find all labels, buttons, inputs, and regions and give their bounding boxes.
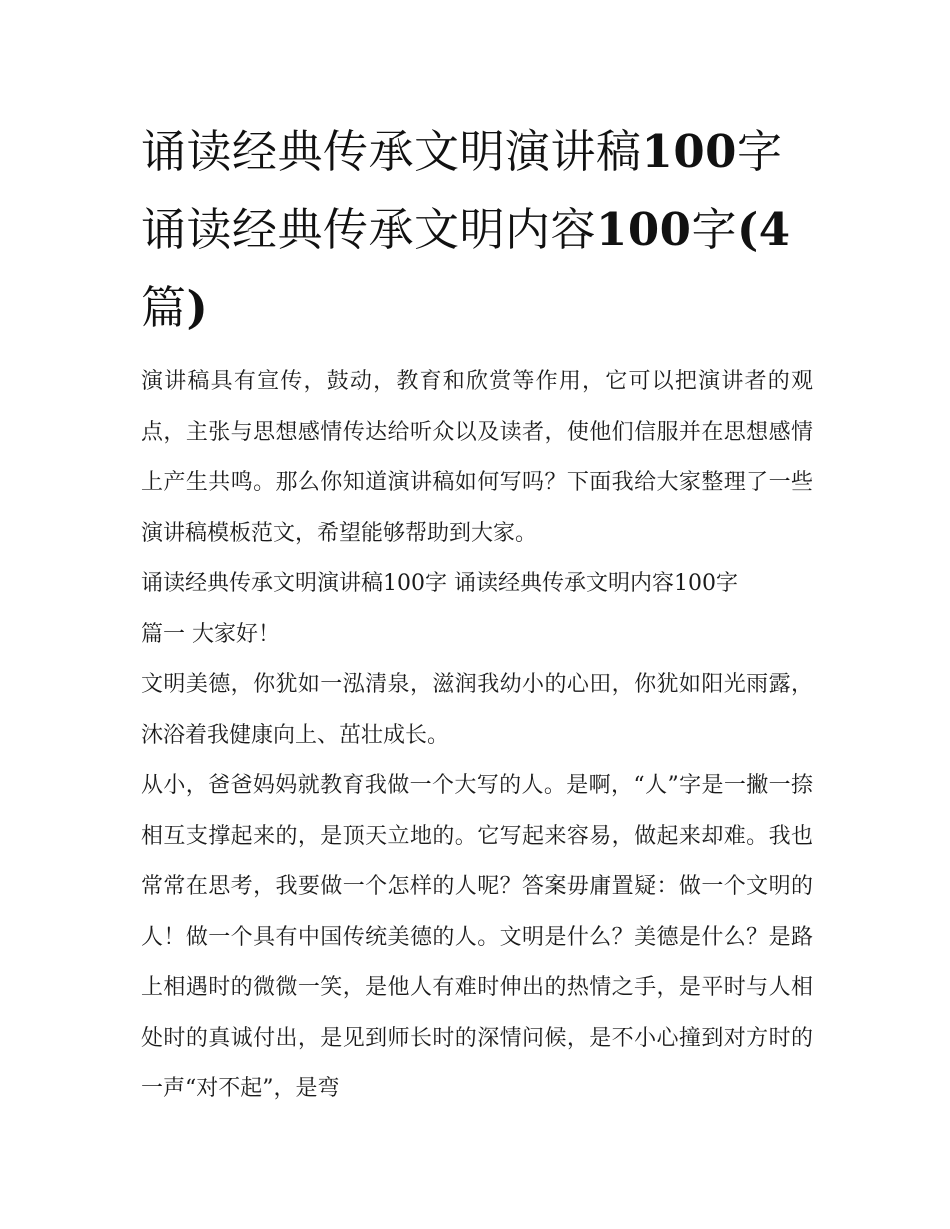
intro-paragraph: 演讲稿具有宣传，鼓动，教育和欣赏等作用，它可以把演讲者的观点，主张与思想感情传达给听众以及读者，使他们信服并在思想感情上产生共鸣。那么你知道演讲稿如何写吗？下面我给大家整理了一些演讲稿模板范文，希望能够帮助到大家。 [141,369,813,546]
section-heading: 诵读经典传承文明演讲稿100字 诵读经典传承文明内容100字 [141,571,738,596]
body-paragraph: 文明美德，你犹如一泓清泉，滋润我幼小的心田，你犹如阳光雨露，沐浴着我健康向上、茁壮成长。 [141,672,813,748]
document-body [141,357,813,1115]
body-paragraph: 从小，爸爸妈妈就教育我做一个大写的人。是啊，“人”字是一撇一捺相互支撑起来的，是顶天立地的。它写起来容易，做起来却难。我也常常在思考，我要做一个怎样的人呢？答案毋庸置疑：做一个文明的人！做一个具有中国传统美德的人。文明是什么？美德是什么？是路上相遇时的微微一笑，是他人有难时伸出的热情之手，是平时与人相处时的真诚付出，是见到师长时的深情问候，是不小心撞到对方时的一声“对不起”，是弯 [141,773,813,1101]
document-title: 诵读经典传承文明演讲稿100字 诵读经典传承文明内容100字(4篇) [141,125,791,334]
document-page [141,113,813,1115]
article-greeting: 篇一 大家好！ [141,621,280,647]
